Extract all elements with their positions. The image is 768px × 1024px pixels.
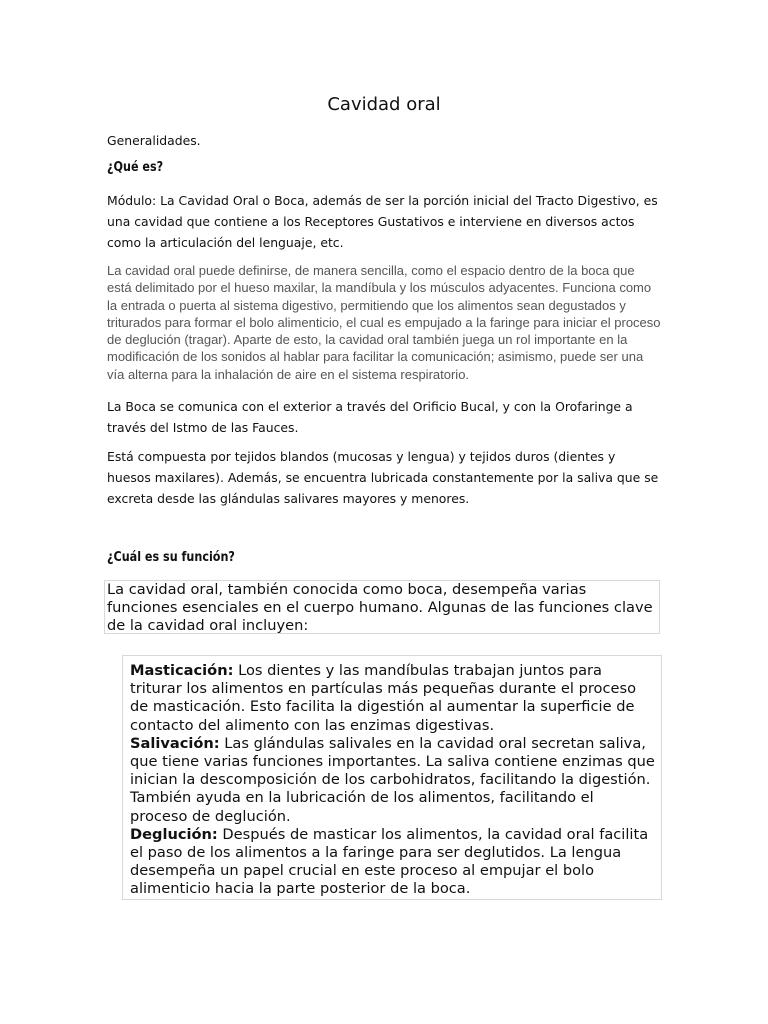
comunicacion-paragraph: La Boca se comunica con el exterior a través del Orificio Bucal, y con la Orofaringe a través del Istmo de las Fauces.: [107, 399, 633, 435]
generalidades-label: Generalidades.: [107, 133, 201, 148]
function-text: Después de masticar los alimentos, la cavidad oral facilita el paso de los alimentos a la faringe para ser deglutidos. La lengua desempeña un papel crucial en este proceso al empujar el bolo alimenticio hacia la parte posterior de la boca.: [130, 825, 649, 898]
function-text: Las glándulas salivales en la cavidad oral secretan saliva, que tiene varias funciones importantes. La saliva contiene enzimas que inician la descomposición de los carbohidratos, facilitando la digestión. También ayuda en la lubricación de los alimentos, facilitando el proceso de deglución.: [130, 734, 655, 825]
page-title: Cavidad oral: [327, 94, 441, 115]
funcion-heading: ¿Cuál es su función?: [107, 550, 235, 565]
function-name: Deglución:: [130, 825, 218, 843]
que-es-heading: ¿Qué es?: [107, 160, 164, 175]
function-text: Los dientes y las mandíbulas trabajan juntos para triturar los alimentos en partículas más pequeñas durante el proceso de masticación. Esto facilita la digestión al aumentar la superficie de contacto del alimento con las enzimas digestivas.: [130, 662, 636, 734]
funcion-intro-box: [104, 580, 660, 634]
modulo-paragraph: Módulo: La Cavidad Oral o Boca, además de ser la porción inicial del Tracto Digestivo, es una cavidad que contiene a los Receptores Gustativos e interviene en diversos actos como la articulación del lenguaje, etc.: [107, 193, 658, 250]
function-item-deglucion: [130, 826, 655, 899]
compuesta-paragraph: Está compuesta por tejidos blandos (mucosas y lengua) y tejidos duros (dientes y huesos maxilares). Además, se encuentra lubricada constantemente por la saliva que se excreta desde las glándulas salivares mayores y menores.: [107, 449, 659, 506]
definicion-paragraph: La cavidad oral puede definirse, de manera sencilla, como el espacio dentro de la boca que está delimitado por el hueso maxilar, la mandíbula y los músculos adyacentes. Funciona como la entrada o puerta al sistema digestivo, permitiendo que los alimentos sean degustados y triturados para formar el bolo alimenticio, el cual es empujado a la faringe para iniciar el proceso de deglución (tragar). Aparte de esto, la cavidad oral también juega un rol importante en la modificación de los sonidos al hablar para facilitar la comunicación; asimismo, puede ser una vía alterna para la inhalación de aire en el sistema respiratorio.: [107, 263, 661, 382]
function-item-salivacion: [130, 735, 655, 826]
function-item-masticacion: [130, 662, 655, 735]
function-name: Salivación:: [130, 734, 220, 752]
funcion-intro-text: La cavidad oral, también conocida como boca, desempeña varias funciones esenciales en el cuerpo humano. Algunas de las funciones clave de la cavidad oral incluyen:: [107, 581, 653, 634]
functions-list-box: [122, 655, 662, 900]
function-name: Masticación:: [130, 662, 234, 679]
